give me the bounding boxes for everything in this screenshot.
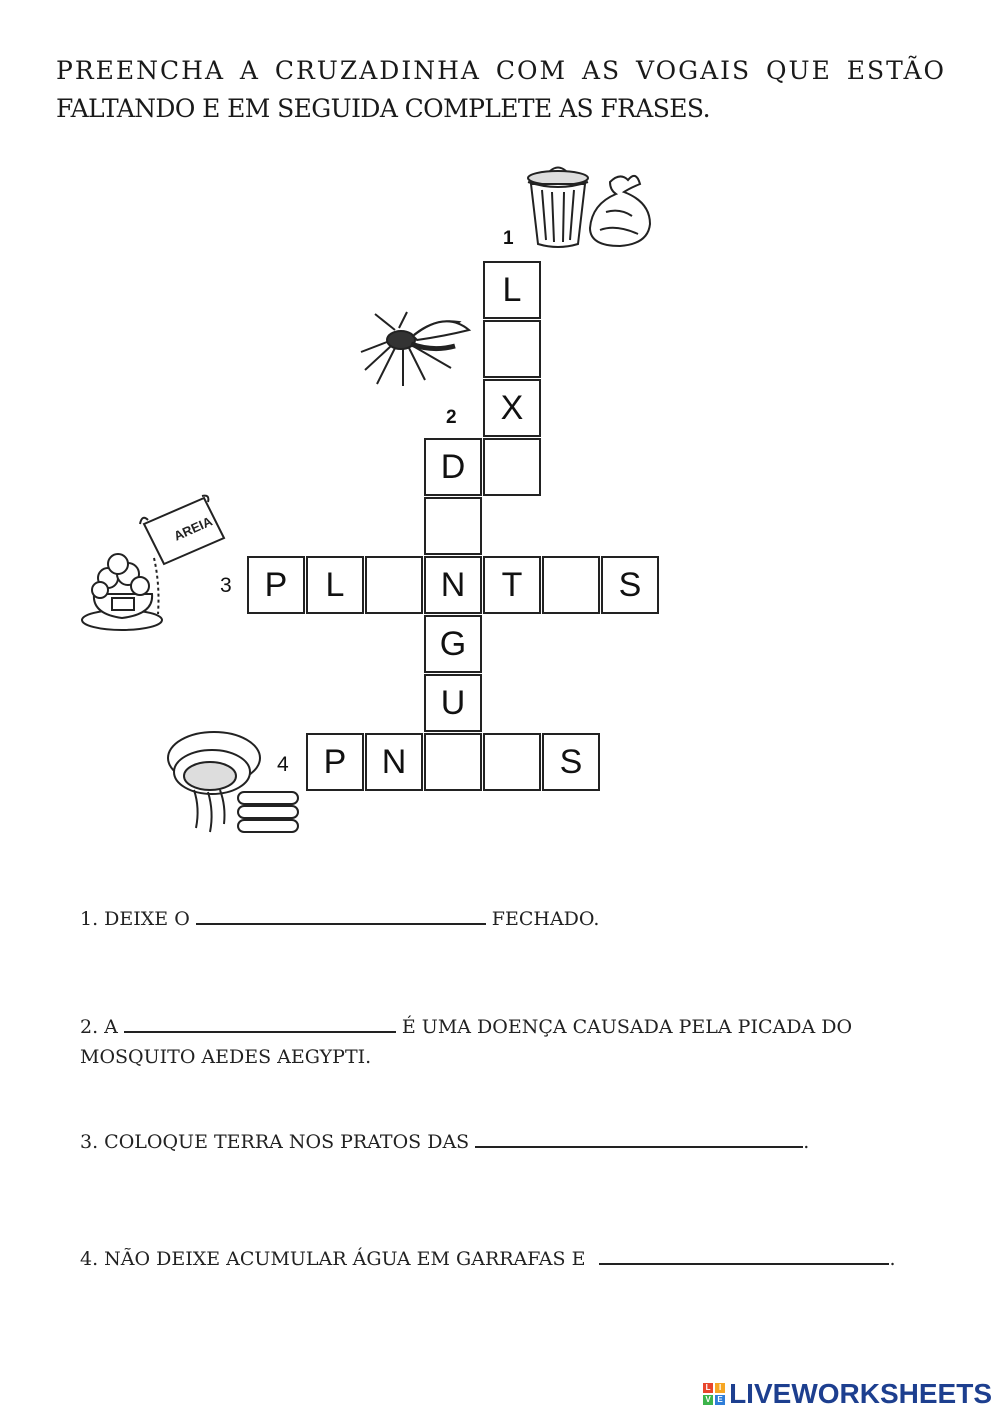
cell-1-3[interactable]: X [483,379,541,437]
sentence-4 [80,1244,896,1274]
cell-3-5[interactable]: T [483,556,541,614]
cell-3-1[interactable]: P [247,556,305,614]
sentence-3-blank[interactable] [475,1128,803,1148]
sentence-3 [80,1127,809,1157]
plant-pot-icon [82,554,162,630]
clue-number-4: 4 [277,753,289,776]
mosquito-icon [355,308,475,390]
cell-4-4[interactable] [483,733,541,791]
cell-2-6[interactable] [424,733,482,791]
sentence-3-before: 3. COLOQUE TERRA NOS PRATOS DAS [80,1131,470,1153]
cell-2-5[interactable]: U [424,674,482,732]
cell-4-2[interactable]: N [365,733,423,791]
sand-bag-icon [78,494,238,634]
instructions-line-1: PREENCHA A CRUZADINHA COM AS VOGAIS QUE ESTÃO [56,56,946,85]
cell-2-1[interactable]: D [424,438,482,496]
cell-3-6[interactable] [542,556,600,614]
clue-number-2: 2 [446,407,457,428]
sentence-2-blank[interactable] [124,1013,396,1033]
sentence-3-after: . [803,1131,810,1153]
brand-text: LIVEWORKSHEETS [729,1378,992,1409]
tire-icon [164,728,306,840]
sentence-1 [80,904,599,934]
sentence-1-blank[interactable] [196,905,486,925]
sentence-1-before: 1. DEIXE O [80,908,190,930]
instructions-line-2: FALTANDO E EM SEGUIDA COMPLETE AS FRASES. [56,94,710,123]
logo-tile-i: I [715,1383,725,1393]
clue-number-3: 3 [220,574,232,597]
garbage-bag-icon [590,176,650,246]
cell-2-blank[interactable] [424,497,482,555]
sentence-4-after: . [889,1248,896,1270]
logo-tile-e: E [715,1395,725,1405]
clue-number-1: 1 [503,228,514,249]
sentence-1-after: FECHADO. [491,908,600,930]
sentence-2-after: É UMA DOENÇA CAUSADA PELA PICADA DO [401,1016,853,1038]
sentence-2-before: 2. A [80,1016,118,1038]
sand-bag-label: AREIA [171,513,215,544]
sentence-2-line2: MOSQUITO AEDES AEGYPTI. [80,1046,372,1068]
sentence-2 [80,1012,852,1072]
instructions [56,52,946,128]
logo-tile-l: L [703,1383,713,1393]
cell-2-4[interactable]: G [424,615,482,673]
cell-1-4[interactable] [483,438,541,496]
cell-2-3[interactable]: N [424,556,482,614]
cell-3-7[interactable]: S [601,556,659,614]
sentence-4-blank[interactable] [599,1245,889,1265]
cell-4-5[interactable]: S [542,733,600,791]
logo-tile-v: V [703,1395,713,1405]
cell-3-3[interactable] [365,556,423,614]
cell-4-1[interactable]: P [306,733,364,791]
cell-1-2[interactable] [483,320,541,378]
logo-mark-icon [703,1383,725,1405]
liveworksheets-logo [703,1378,992,1410]
cell-3-2[interactable]: L [306,556,364,614]
sentence-4-before: 4. NÃO DEIXE ACUMULAR ÁGUA EM GARRAFAS E [80,1248,586,1270]
trash-can-icon [520,162,660,252]
cell-1-1[interactable]: L [483,261,541,319]
